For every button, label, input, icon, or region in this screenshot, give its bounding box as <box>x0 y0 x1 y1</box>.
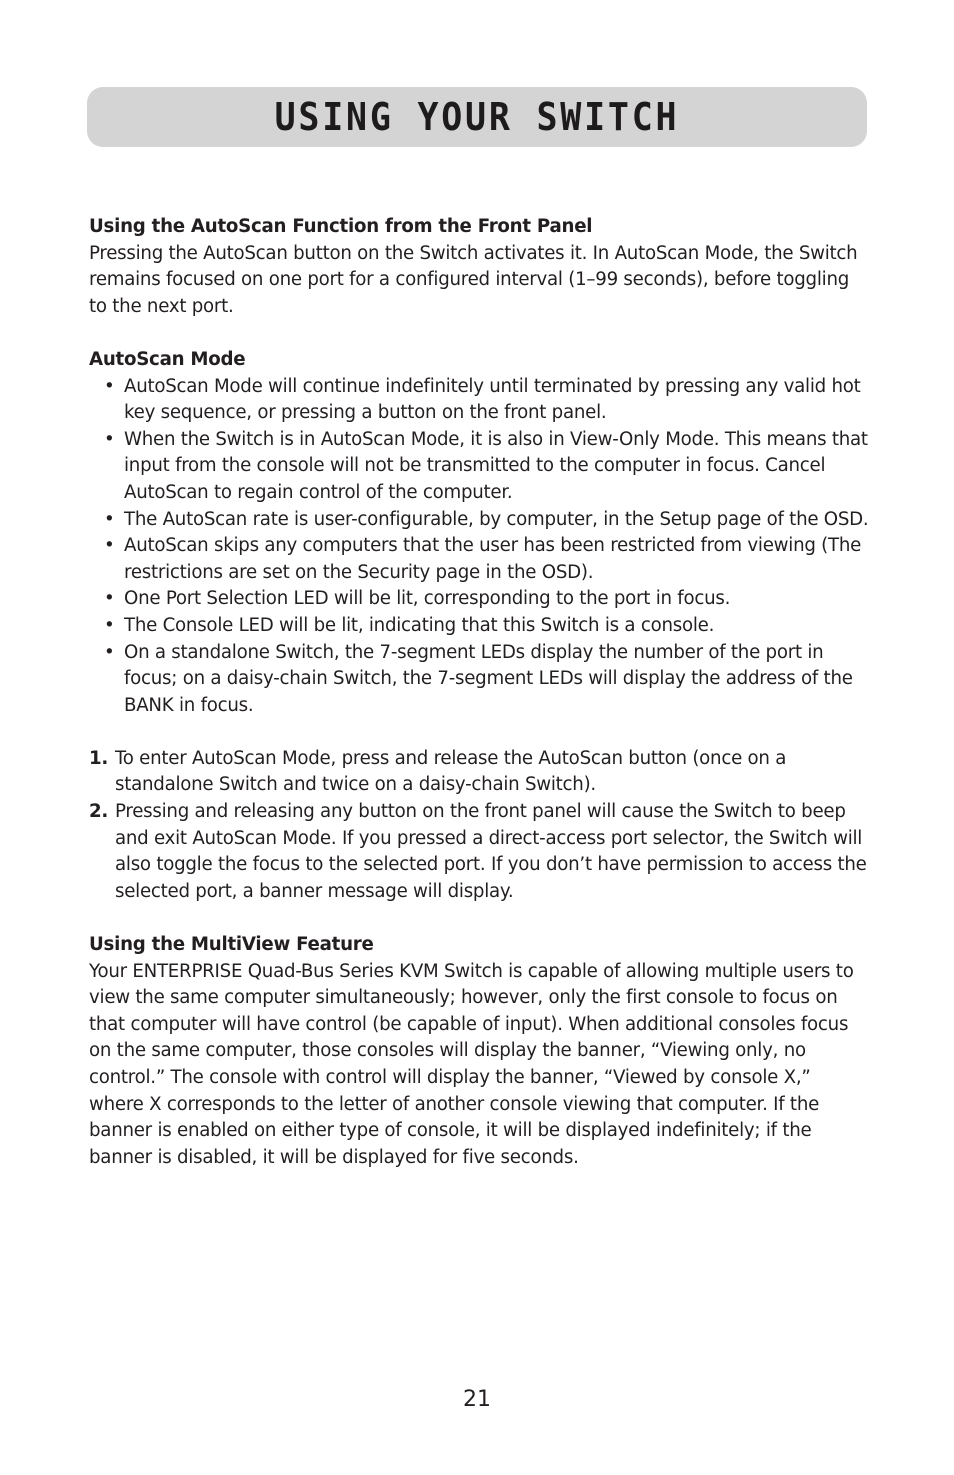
list-item-text: One Port Selection LED will be lit, corresponding to the port in focus. <box>124 588 731 610</box>
list-item-text: AutoScan Mode will continue indefinitely until terminated by pressing any valid hot key sequence, or pressing a button on the front panel. <box>124 375 861 424</box>
bullet-icon: • <box>104 508 115 530</box>
multiview-paragraph: Your ENTERPRISE Quad-Bus Series KVM Switch is capable of allowing multiple users to view the same computer simultaneously; however, only the first console to focus on that computer will have control (be capable of input). When additional consoles focus on the same computer, those consoles will display the banner, “Viewing only, no control.” The console with control will display the banner, “Viewed by console X,” where X corresponds to the letter of another console viewing that computer. If the banner is enabled on either type of console, it will be displayed indefinitely; if the banner is disabled, it will be displayed for five seconds. <box>89 960 854 1168</box>
list-item-text: AutoScan skips any computers that the user has been restricted from viewing (The restrictions are set on the Security page in the OSD). <box>124 535 862 583</box>
step-text: Pressing and releasing any button on the front panel will cause the Switch to beep and exit AutoScan Mode. If you pressed a direct-access port selector, the Switch will also toggle the focus to the selected port. If you don’t have permission to access the selected port, a banner message will display. <box>115 801 867 902</box>
step-text: To enter AutoScan Mode, press and release the AutoScan button (once on a standalone Switch and twice on a daisy-chain Switch). <box>115 747 787 796</box>
bullet-icon: • <box>104 375 115 397</box>
list-item-text: The Console LED will be lit, indicating that this Switch is a console. <box>124 614 715 636</box>
step-item <box>89 746 869 799</box>
list-item-text: On a standalone Switch, the 7-segment LEDs display the number of the port in focus; on a daisy-chain Switch, the 7-segment LEDs will display the address of the BANK in focus. <box>124 641 853 716</box>
step-item <box>89 799 869 905</box>
autoscan-steps-list <box>89 746 869 906</box>
list-item <box>104 613 869 640</box>
page-title: USING YOUR SWITCH <box>274 95 680 139</box>
bullet-icon: • <box>104 428 115 450</box>
autoscan-paragraph: Pressing the AutoScan button on the Switch activates it. In AutoScan Mode, the Switch remains focused on one port for a configured interval (1–99 seconds), before toggling to the next port. <box>89 242 858 317</box>
step-number: 2. <box>89 801 109 823</box>
multiview-heading: Using the MultiView Feature <box>89 934 374 956</box>
bullet-icon: • <box>104 614 115 636</box>
list-item <box>104 507 869 534</box>
bullet-icon: • <box>104 641 115 663</box>
section-header-bar <box>87 87 867 147</box>
list-item <box>104 374 869 427</box>
autoscan-mode-heading: AutoScan Mode <box>89 348 246 370</box>
spacer <box>89 320 869 347</box>
list-item <box>104 427 869 507</box>
spacer <box>89 905 869 932</box>
page-content <box>89 214 869 1171</box>
list-item-text: When the Switch is in AutoScan Mode, it is also in View-Only Mode. This means that input from the console will not be transmitted to the computer in focus. Cancel AutoScan to regain control of the computer. <box>124 428 868 503</box>
list-item <box>104 533 869 586</box>
list-item <box>104 640 869 720</box>
list-item-text: The AutoScan rate is user-configurable, by computer, in the Setup page of the OSD. <box>124 508 869 530</box>
spacer <box>89 719 869 746</box>
bullet-icon: • <box>104 588 115 610</box>
bullet-icon: • <box>104 535 115 557</box>
step-number: 1. <box>89 747 109 769</box>
autoscan-heading: Using the AutoScan Function from the Front Panel <box>89 216 593 237</box>
autoscan-mode-bullet-list <box>89 374 869 720</box>
list-item <box>104 586 869 613</box>
page-number: 21 <box>463 1387 491 1412</box>
